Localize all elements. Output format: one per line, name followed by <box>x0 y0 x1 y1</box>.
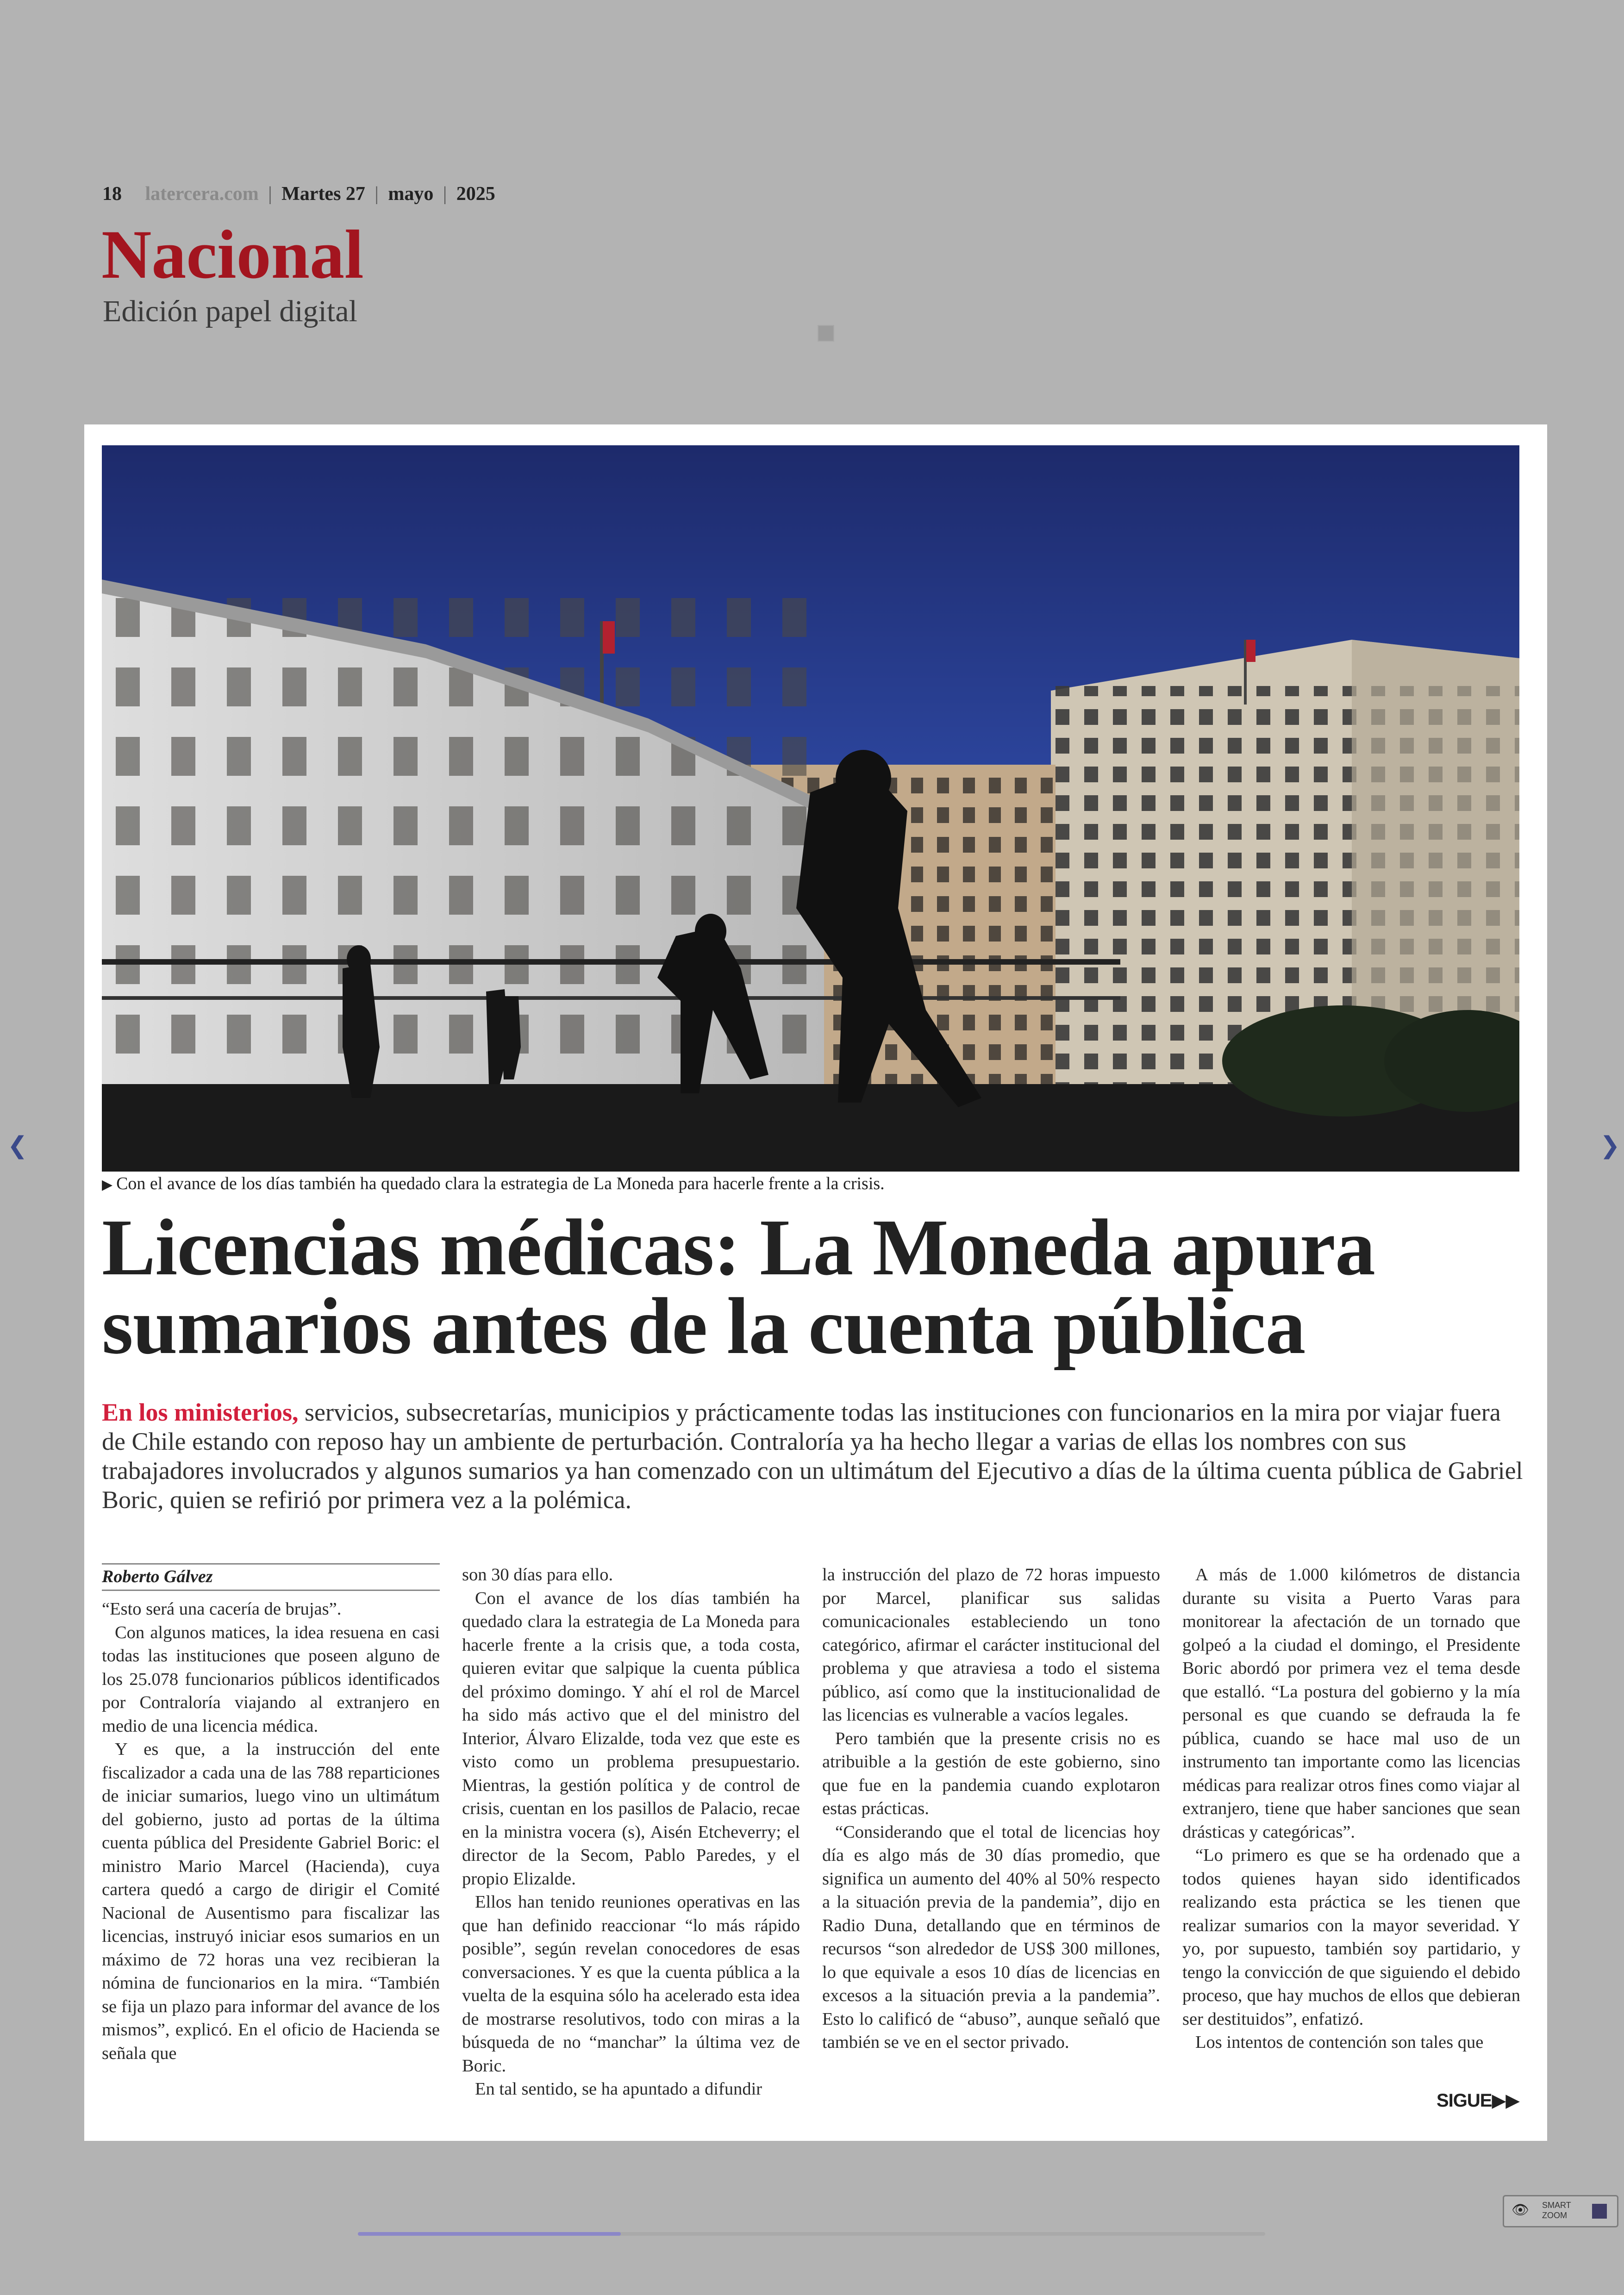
edition-subtitle: Edición papel digital <box>103 294 357 328</box>
paragraph: Los intentos de contención son tales que <box>1195 2033 1484 2052</box>
lead-highlight: En los ministerios, <box>102 1398 299 1426</box>
date-day: Martes 27 <box>281 183 365 205</box>
reading-progress-fill <box>358 2232 621 2236</box>
article-column-4 <box>1182 1563 1520 2054</box>
paragraph: son 30 días para ello. <box>462 1565 613 1584</box>
page-meta: 18 latercera.com | Martes 27 | mayo | 2025 <box>102 183 495 205</box>
article-headline: Licencias médicas: La Moneda apura sumarios antes de la cuenta pública <box>102 1203 1375 1371</box>
article-column-3 <box>822 1563 1160 2054</box>
chevron-left-icon[interactable]: ❮ <box>7 1132 28 1160</box>
zoom-toggle-icon <box>1592 2204 1607 2219</box>
page-number: 18 <box>102 183 122 205</box>
paragraph: Ellos han tenido reuniones operativas en las que han definido reaccionar “lo más rápido posible”, según revelan conocedores de esas conversaciones. Y es que la cuenta pública a la vuelta de la esquina sólo ha acelerado esta idea de mostrarse resolutivos, todo con miras a la búsqueda de no “manchar” la última vez de Boric. <box>462 1892 800 2076</box>
paragraph: Con algunos matices, la idea resuena en casi todas las instituciones que poseen alguno de los 25.078 funcionarios públicos identificados por Contraloría viajando al extranjero en medio de una licencia médica. <box>102 1622 440 1736</box>
chevron-right-icon[interactable]: ❯ <box>1600 1132 1620 1160</box>
smart-zoom-label: SMART <box>1542 2201 1571 2210</box>
paragraph: A más de 1.000 kilómetros de distancia durante su visita a Puerto Varas para monitorear la afectación de un tornado que golpeó a la ciudad el domingo, el Presidente Boric abordó por primera vez el tema desde que estalló. “La postura del gobierno y la mía personal es que cuando se defrauda la fe pública, cuando se hace mal uso de un instrumento tan importante como las licencias médicas para realizar otros fines como viajar al extranjero, tiene que haber sanciones que sean drásticas y categóricas”. <box>1182 1565 1520 1842</box>
paragraph: Y es que, a la instrucción del ente fiscalizador a cada una de las 788 reparticiones de iniciar sumarios, luego vino un ultimátum del gobierno, justo ad portas de la última cuenta pública del Presidente Gabriel Boric: el ministro Mario Marcel (Hacienda), cuya cartera quedó a cargo de dirigir el Comité Nacional de Ausentismo para fiscalizar las licencias, instruyó iniciar esos sumarios en un máximo de 72 horas una vez recibieran la nómina de funcionarios en la mira. “También se fija un plazo para informar del avance de los mismos”, explicó. En el oficio de Hacienda se señala que <box>102 1740 440 2063</box>
smart-zoom-button[interactable] <box>1503 2195 1618 2227</box>
continue-label: SIGUE▶▶ <box>1436 2090 1519 2111</box>
article-column-1 <box>102 1563 440 2065</box>
photo-caption <box>102 1173 885 1194</box>
paragraph: En tal sentido, se ha apuntado a difundir <box>475 2079 762 2099</box>
newspaper-page <box>84 424 1547 2141</box>
date-year: 2025 <box>456 183 495 205</box>
page-marker-icon <box>818 325 834 342</box>
article-photo <box>102 445 1519 1172</box>
eye-icon: 👁 <box>1512 2202 1530 2218</box>
paragraph: Pero también que la presente crisis no es atribuible a la gestión de este gobierno, sino que fue en la pandemia cuando explotaron estas prácticas. <box>822 1728 1160 1818</box>
section-title: Nacional <box>101 216 364 293</box>
byline: Roberto Gálvez <box>102 1563 440 1591</box>
smart-zoom-label: ZOOM <box>1542 2211 1567 2220</box>
paragraph: Con el avance de los días también ha quedado clara la estrategia de La Moneda para hacerle frente a la crisis que, a toda costa, quieren evitar que salpique la cuenta pública del próximo domingo. Y ahí el rol de Marcel ha sido más activo que el del ministro del Interior, Álvaro Elizalde, toda vez que este es visto como un problema presupuestario. Mientras, la gestión política y de control de crisis, cuentan en los pasillos de Palacio, recae en la ministra vocera (s), Aisén Etcheverry; el director de la Secom, Pablo Paredes, y el propio Elizalde. <box>462 1588 800 1889</box>
article-column-2 <box>462 1563 800 2101</box>
caption-arrow-icon: ▶ <box>102 1177 113 1192</box>
date-month: mayo <box>388 183 434 205</box>
photo-caption-text: Con el avance de los días también ha quedado clara la estrategia de La Moneda para hacerle frente a la crisis. <box>116 1174 885 1193</box>
lead-text: servicios, subsecretarías, municipios y prácticamente todas las instituciones con funcionarios en la mira por viajar fuera de Chile estando con reposo hay un ambiente de perturbación. Contraloría ya ha hecho llegar a varias de ellas los nombres con sus trabajadores involucrados y algunos sumarios ya han comenzado con un ultimátum del Ejecutivo a días de la última cuenta pública de Gabriel Boric, quien se refirió por primera vez a la polémica. <box>102 1398 1523 1514</box>
site-name: latercera.com <box>145 183 259 205</box>
paragraph: “Lo primero es que se ha ordenado que a todos quienes hayan sido identificados realizando esta práctica se les tienen que realizar sumarios con la mayor severidad. Y yo, por supuesto, también soy partidario, y tengo la convicción de que siguiendo el debido proceso, que hay muchos de ellos que debieran ser destituidos”, enfatizó. <box>1182 1846 1520 2029</box>
paragraph: “Considerando que el total de licencias hoy día es algo más de 30 días promedio, que significa un aumento del 40% al 50% respecto a la situación previa de la pandemia”, dijo en Radio Duna, detallando que en términos de recursos “son alrededor de US$ 300 millones, lo que equivale a esos 10 días de licencias en excesos a la situación previa a la pandemia”. Esto lo calificó de “abuso”, aunque señaló que también se ve en el sector privado. <box>822 1822 1160 2052</box>
paragraph: “Esto será una cacería de brujas”. <box>102 1599 342 1619</box>
paragraph: la instrucción del plazo de 72 horas impuesto por Marcel, planificar sus salidas comunicacionales estableciendo un tono categórico, afirmar el carácter institucional del problema y que atraviesa a todo el sistema público, así como que la institucionalidad de las licencias es vulnerable a vacíos legales. <box>822 1565 1160 1725</box>
article-lead <box>102 1398 1528 1515</box>
